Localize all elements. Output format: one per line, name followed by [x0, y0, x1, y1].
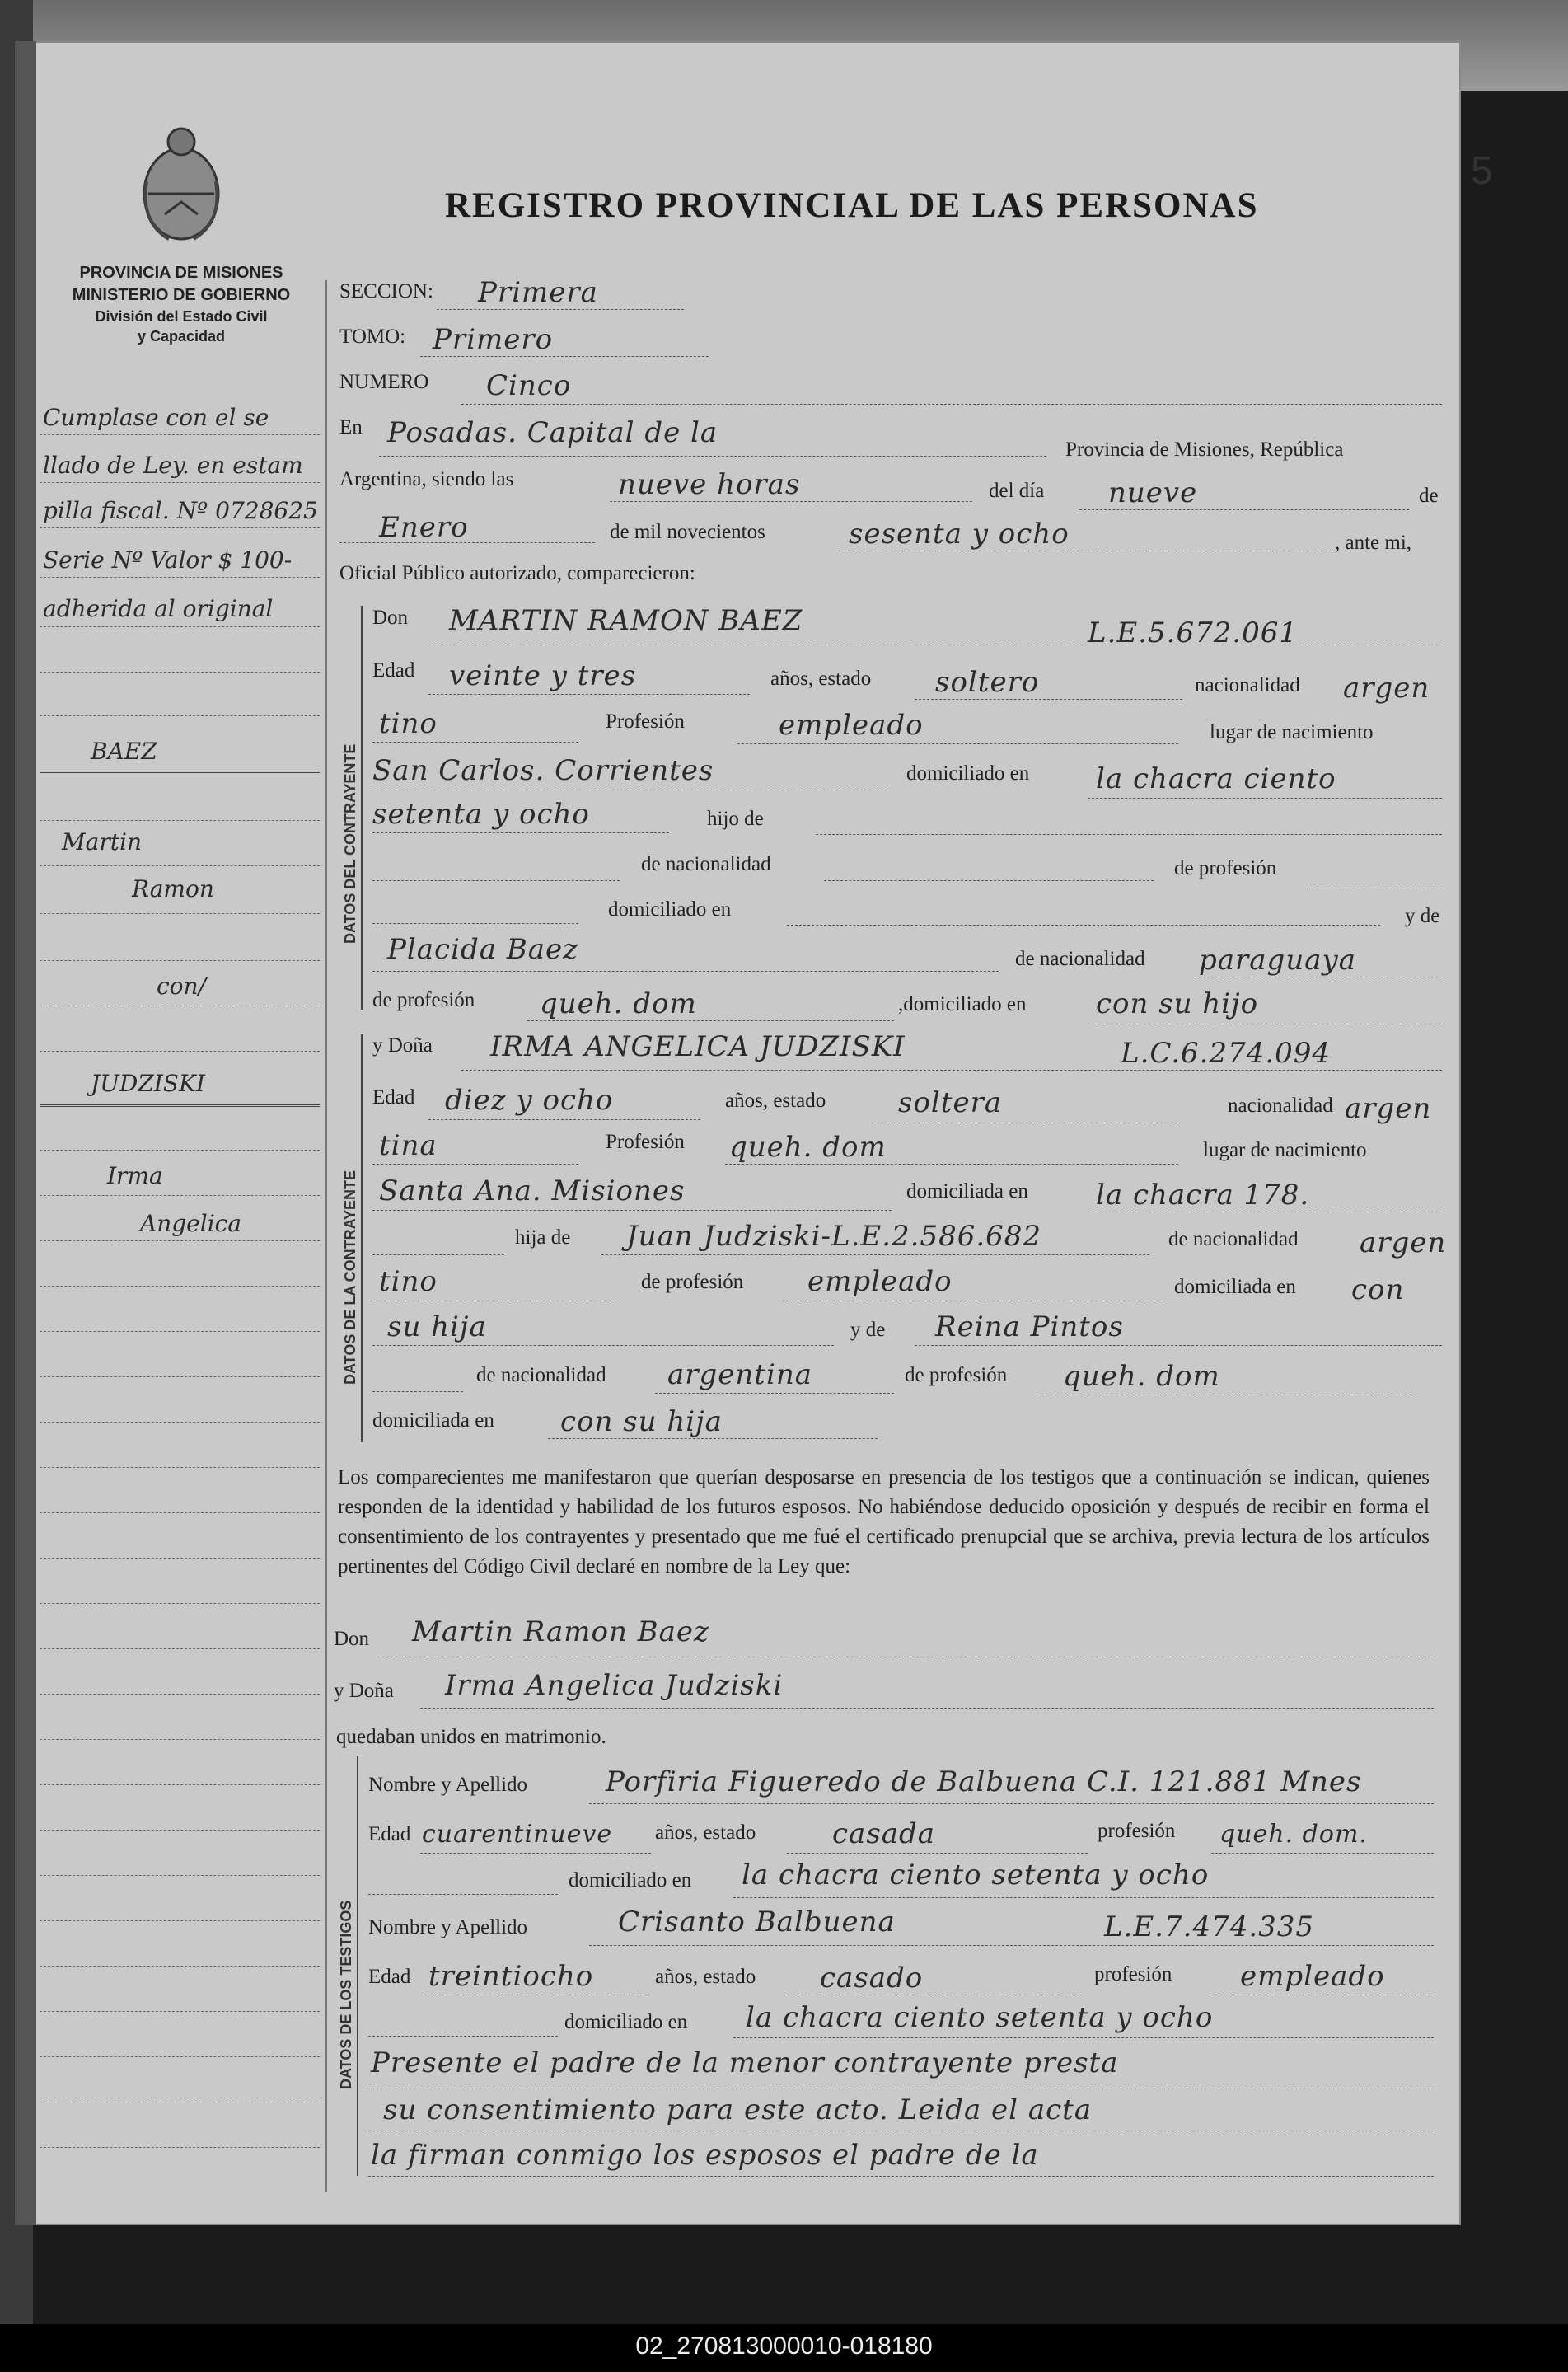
- mes-value: Enero: [379, 511, 469, 544]
- margin-rule: [40, 1195, 320, 1196]
- margin-rule: [40, 1150, 320, 1151]
- contrayente-section-label: DATOS DEL CONTRAYENTE: [342, 743, 358, 944]
- t1-dom-line: [733, 1897, 1434, 1898]
- contrayente-f-name: IRMA ANGELICA JUDZISKI: [490, 1030, 906, 1063]
- contrayente-f-father-nationality-a: argen: [1360, 1226, 1447, 1259]
- contrayente-nationality-b: tino: [379, 707, 438, 740]
- contrayente-f-father-profession: empleado: [807, 1265, 953, 1298]
- domiciliado-label: domiciliado en: [906, 762, 1030, 785]
- edad-line: [428, 694, 750, 695]
- margin-rule: [40, 2147, 320, 2148]
- f-madre-line: [915, 1345, 1442, 1346]
- padre-prof-label: de profesión: [1174, 857, 1277, 879]
- numero-line: [461, 404, 1442, 405]
- f-madre-prof-label: de profesión: [905, 1364, 1008, 1386]
- seccion-label: SECCION:: [339, 280, 433, 302]
- t1-estado-label: años, estado: [655, 1821, 756, 1844]
- margin-divider: [325, 280, 327, 2192]
- t2-edad-label: Edad: [368, 1966, 411, 1988]
- f-estado-label: años, estado: [725, 1090, 826, 1112]
- t2-estado-label: años, estado: [655, 1966, 756, 1988]
- witness-2-address: la chacra ciento setenta y ocho: [746, 2001, 1214, 2034]
- declaration-paragraph: Los comparecientes me manifestaron que querían desposarse en presencia de los testigos que a continuación se indican, quienes responden de la identidad y habilidad de los futuros esposos. No habiéndose deducido oposición y después de recibir en forma el consentimiento de los contrayentes y presentado que me fué el certificado prenupcial que se archiva, previa lectura de los artículos pertinentes del Código Civil declaré en nombre de la Ley que:: [338, 1466, 1430, 1577]
- contrayente-birthplace: San Carlos. Corrientes: [372, 754, 714, 787]
- estado-line: [915, 699, 1182, 700]
- padre-dom-line: [787, 925, 1380, 926]
- f-padre-prof-label: de profesión: [641, 1271, 744, 1293]
- profesion-line: [737, 743, 1178, 744]
- contrayente-f-father: Juan Judziski-L.E.2.586.682: [626, 1220, 1042, 1253]
- lugar-label: lugar de nacimiento: [1210, 721, 1374, 743]
- margin-rule: [40, 1422, 320, 1423]
- witness-2-status: casado: [820, 1962, 924, 1995]
- anio-value: sesenta y ocho: [849, 518, 1070, 551]
- witness-2-name: Crisanto Balbuena: [618, 1906, 896, 1938]
- t2-nombre-line: [589, 1945, 1434, 1946]
- t2-nombre-label: Nombre y Apellido: [368, 1916, 528, 1938]
- margin-rule: [40, 2011, 320, 2012]
- witness-1-status: casada: [832, 1817, 936, 1850]
- decl-dona-line: [420, 1708, 1434, 1709]
- contrayente-f-mother-profession: queh. dom: [1063, 1360, 1220, 1393]
- padre-dom-label: domiciliado en: [608, 898, 732, 921]
- contrayente-f-father-address-a: con: [1351, 1273, 1405, 1306]
- padre-nac-label: de nacionalidad: [641, 853, 771, 875]
- agency-line: MINISTERIO DE GOBIERNO: [72, 286, 291, 304]
- contrayente-f-bracket: [361, 1034, 363, 1442]
- margin-rule: [40, 1467, 320, 1468]
- dona-line: [461, 1070, 1442, 1071]
- hijo-line: [816, 834, 1442, 835]
- agency-line: PROVINCIA DE MISIONES: [79, 264, 283, 282]
- margin-rule: [40, 1051, 320, 1052]
- madre-prof-line: [527, 1020, 894, 1021]
- mil-text: de mil novecientos: [610, 521, 765, 543]
- en-value: Posadas. Capital de la: [387, 416, 718, 449]
- contrayente-f-mother-address: con su hija: [560, 1405, 723, 1438]
- page-title: REGISTRO PROVINCIAL DE LAS PERSONAS: [445, 186, 1259, 225]
- contrayente-profession: empleado: [779, 709, 924, 742]
- f-lugar-label: lugar de nacimiento: [1203, 1139, 1367, 1161]
- seccion-line: [437, 309, 684, 310]
- margin-note-5: adherida al original: [43, 595, 274, 622]
- margin-given-2a: Irma: [107, 1162, 163, 1189]
- dia-value: nueve: [1108, 476, 1198, 509]
- footer-caption: 02_270813000010-018180: [635, 2332, 933, 2360]
- tomo-label: TOMO:: [339, 326, 406, 348]
- margin-rule: [40, 1558, 320, 1559]
- testigos-section-label: DATOS DE LOS TESTIGOS: [338, 1900, 354, 2089]
- margin-rule: [40, 1648, 320, 1649]
- witness-1-profession: queh. dom.: [1219, 1820, 1368, 1849]
- witness-2-age: treintiocho: [428, 1960, 594, 1993]
- margin-rule: [40, 577, 320, 578]
- padre-dom-pre-line: [372, 923, 578, 924]
- nac-b-line: [372, 742, 578, 743]
- f-madre-dom-line: [548, 1438, 878, 1439]
- contrayente-address: la chacra ciento: [1096, 762, 1336, 795]
- de-label: de: [1419, 485, 1439, 507]
- domicilio-b-line: [372, 832, 669, 833]
- f-madre-nac-pre-line: [372, 1391, 463, 1392]
- margin-rule: [40, 1512, 320, 1513]
- note-line-3-text: la firman conmigo los esposos el padre de la: [371, 2139, 1039, 2172]
- f-padre-nac-label: de nacionalidad: [1168, 1228, 1299, 1250]
- oficial-text: Oficial Público autorizado, comparecieron:: [339, 562, 695, 584]
- contrayente-f-address: la chacra 178.: [1096, 1179, 1310, 1212]
- margin-rule: [40, 1920, 320, 1921]
- tomo-line: [420, 356, 709, 357]
- contrayente-nationality-a: argen: [1343, 672, 1430, 705]
- contrayente-f-profession: queh. dom: [729, 1131, 887, 1164]
- madre-dom-label: ,domiciliado en: [898, 993, 1027, 1015]
- provincia-text: Provincia de Misiones, República: [1065, 438, 1344, 461]
- f-nac-b-line: [372, 1164, 578, 1165]
- t1-edad-label: Edad: [368, 1823, 411, 1845]
- margin-rule: [40, 1784, 320, 1785]
- don-label: Don: [372, 607, 409, 629]
- contrayente-f-birthplace: Santa Ana. Misiones: [379, 1174, 686, 1207]
- madre-prof-label: de profesión: [372, 989, 475, 1011]
- y-de-label: y de: [1405, 905, 1440, 927]
- f-hija-label: hija de: [515, 1226, 571, 1249]
- t1-dom-label: domiciliado en: [569, 1869, 692, 1892]
- note-line-1-text: Presente el padre de la menor contrayente presta: [371, 2046, 1119, 2079]
- tomo-value: Primero: [433, 323, 554, 356]
- margin-rule: [40, 1739, 320, 1740]
- t2-dom-pre-line: [368, 2036, 558, 2037]
- contrayente-f-father-nationality-b: tino: [379, 1265, 438, 1298]
- t2-prof-label: profesión: [1094, 1963, 1172, 1985]
- profesion-label: Profesión: [606, 710, 685, 733]
- contrayente-f-document: L.C.6.274.094: [1121, 1037, 1332, 1070]
- margin-rule: [40, 672, 320, 673]
- contrayente-f-father-address-b: su hija: [387, 1310, 487, 1343]
- t1-prof-line: [1211, 1853, 1434, 1854]
- horas-line: [610, 501, 972, 502]
- page-binding: [15, 41, 36, 2225]
- f-padre-line: [601, 1254, 1149, 1255]
- argentina-text: Argentina, siendo las: [339, 468, 514, 490]
- t2-dom-line: [733, 2037, 1434, 2038]
- testigos-bracket: [357, 1756, 358, 2176]
- margin-surname-1: BAEZ: [91, 738, 157, 765]
- t1-estado-line: [787, 1853, 1088, 1854]
- contrayente-address-b: setenta y ocho: [372, 798, 590, 831]
- margin-rule: [40, 527, 320, 528]
- witness-1-age: cuarentinueve: [422, 1820, 613, 1849]
- margin-rule: [40, 1331, 320, 1332]
- f-edad-line: [428, 1119, 700, 1120]
- madre-nac-label: de nacionalidad: [1015, 948, 1145, 970]
- contrayente-status: soltero: [935, 666, 1040, 699]
- contrayente-f-status: soltera: [898, 1086, 1003, 1119]
- f-profesion-label: Profesión: [606, 1131, 685, 1153]
- decl-bride: Irma Angelica Judziski: [445, 1669, 784, 1702]
- contrayente-name: MARTIN RAMON BAEZ: [449, 604, 803, 637]
- contrayente-bracket: [361, 606, 363, 1010]
- t2-dom-label: domiciliado en: [564, 2011, 688, 2033]
- contrayente-mother-address: con su hijo: [1096, 987, 1259, 1020]
- ante-text: , ante mi,: [1335, 532, 1412, 554]
- f-y-de-label: y de: [850, 1319, 886, 1341]
- witness-2-profession: empleado: [1240, 1960, 1385, 1993]
- margin-rule: [40, 1603, 320, 1604]
- numero-value: Cinco: [486, 369, 572, 402]
- margin-rule: [40, 1240, 320, 1241]
- agency-line: División del Estado Civil: [95, 308, 268, 325]
- f-madre-pre-line: [372, 1345, 834, 1346]
- margin-rule: [40, 1694, 320, 1695]
- t1-nombre-label: Nombre y Apellido: [368, 1774, 528, 1796]
- contrayente-document: L.E.5.672.061: [1088, 616, 1299, 649]
- quedaban-text: quedaban unidos en matrimonio.: [336, 1726, 606, 1748]
- t1-dom-pre-line: [368, 1894, 558, 1895]
- contrayente-age: veinte y tres: [449, 659, 637, 692]
- domicilio-line: [1088, 798, 1442, 799]
- hijo-label: hijo de: [707, 808, 764, 830]
- margin-given-2b: Angelica: [140, 1210, 242, 1237]
- decl-dona-label: y Doña: [334, 1680, 394, 1702]
- contrayente-mother: Placida Baez: [387, 933, 579, 966]
- f-lugar-line: [372, 1210, 892, 1211]
- margin-rule: [40, 1875, 320, 1876]
- margin-rule: [40, 1376, 320, 1377]
- t1-nombre-line: [589, 1803, 1434, 1804]
- margin-note-3: pilla fiscal. Nº 0728625: [43, 497, 318, 524]
- margin-rule: [40, 715, 320, 716]
- contrayente-f-mother-nationality: argentina: [667, 1358, 813, 1391]
- margin-rule: [40, 960, 320, 961]
- margin-rule: [40, 865, 320, 866]
- estado-label: años, estado: [770, 668, 872, 690]
- f-profesion-line: [725, 1164, 1178, 1165]
- margin-given-1a: Martin: [62, 828, 142, 856]
- decl-groom: Martin Ramon Baez: [412, 1615, 709, 1648]
- dia-line: [1079, 509, 1409, 510]
- seccion-value: Primera: [478, 276, 598, 309]
- witness-2-document: L.E.7.474.335: [1104, 1910, 1315, 1943]
- horas-value: nueve horas: [618, 468, 801, 501]
- page-number: 5: [1471, 149, 1493, 193]
- contrayente-f-age: diez y ocho: [445, 1084, 614, 1117]
- contrayente-f-mother: Reina Pintos: [935, 1310, 1124, 1343]
- margin-rule: [40, 771, 320, 773]
- contrayente-f-nationality-b: tina: [379, 1129, 438, 1162]
- padre-line: [372, 880, 620, 881]
- t1-edad-line: [420, 1853, 651, 1854]
- en-label: En: [339, 416, 363, 438]
- margin-surname-2: JUDZISKI: [91, 1070, 205, 1097]
- margin-rule: [40, 1830, 320, 1831]
- margin-rule: [40, 820, 320, 821]
- coat-of-arms-icon: [132, 124, 231, 247]
- contrayente-f-nationality-a: argen: [1345, 1092, 1432, 1125]
- numero-label: NUMERO: [339, 371, 429, 393]
- margin-con: con/: [157, 973, 207, 1000]
- del-dia-label: del día: [989, 480, 1045, 502]
- t1-prof-label: profesión: [1098, 1820, 1176, 1842]
- contrayente-mother-nationality: paraguaya: [1199, 944, 1356, 977]
- contrayente-mother-profession: queh. dom: [540, 987, 697, 1020]
- margin-rule: [40, 482, 320, 483]
- agency-header: [45, 262, 317, 346]
- margin-rule: [40, 434, 320, 435]
- contrayente-f-section-label: DATOS DE LA CONTRAYENTE: [342, 1170, 358, 1385]
- margin-rule: [40, 2056, 320, 2057]
- f-madre-nac-line: [655, 1393, 894, 1394]
- f-padre-dom-label: domiciliada en: [1174, 1276, 1296, 1298]
- margin-rule: [40, 1286, 320, 1287]
- witness-1-address: la chacra ciento setenta y ocho: [742, 1859, 1210, 1892]
- margin-rule: [40, 626, 320, 627]
- margin-note-1: Cumplase con el se: [43, 404, 269, 431]
- margin-rule: [40, 1104, 320, 1107]
- madre-line: [372, 971, 999, 972]
- edad-label: Edad: [372, 659, 415, 682]
- nacionalidad-label: nacionalidad: [1195, 674, 1300, 696]
- witness-1-name: Porfiria Figueredo de Balbuena C.I. 121.881 Mnes: [606, 1765, 1362, 1798]
- note-line-2-text: su consentimiento para este acto. Leida el acta: [383, 2093, 1093, 2126]
- note-line-3: [368, 2176, 1434, 2177]
- dona-label: y Doña: [372, 1034, 433, 1057]
- padre-nac-line: [824, 880, 1154, 881]
- f-hija-pre-line: [372, 1254, 504, 1255]
- margin-rule: [40, 913, 320, 914]
- f-edad-label: Edad: [372, 1086, 415, 1109]
- en-line: [379, 456, 1046, 457]
- margin-rule: [40, 1966, 320, 1967]
- margin-given-1b: Ramon: [132, 875, 214, 902]
- f-domiciliada-label: domiciliada en: [906, 1180, 1028, 1202]
- margin-note-2: llado de Ley. en estam: [43, 452, 303, 479]
- f-nacionalidad-label: nacionalidad: [1228, 1095, 1333, 1117]
- f-madre-nac-label: de nacionalidad: [476, 1364, 606, 1386]
- f-madre-dom-label: domiciliada en: [372, 1409, 494, 1432]
- margin-note-4: Serie Nº Valor $ 100-: [43, 546, 293, 574]
- decl-don-label: Don: [334, 1628, 370, 1650]
- agency-line: y Capacidad: [137, 328, 226, 345]
- footer-bar: [0, 2324, 1568, 2372]
